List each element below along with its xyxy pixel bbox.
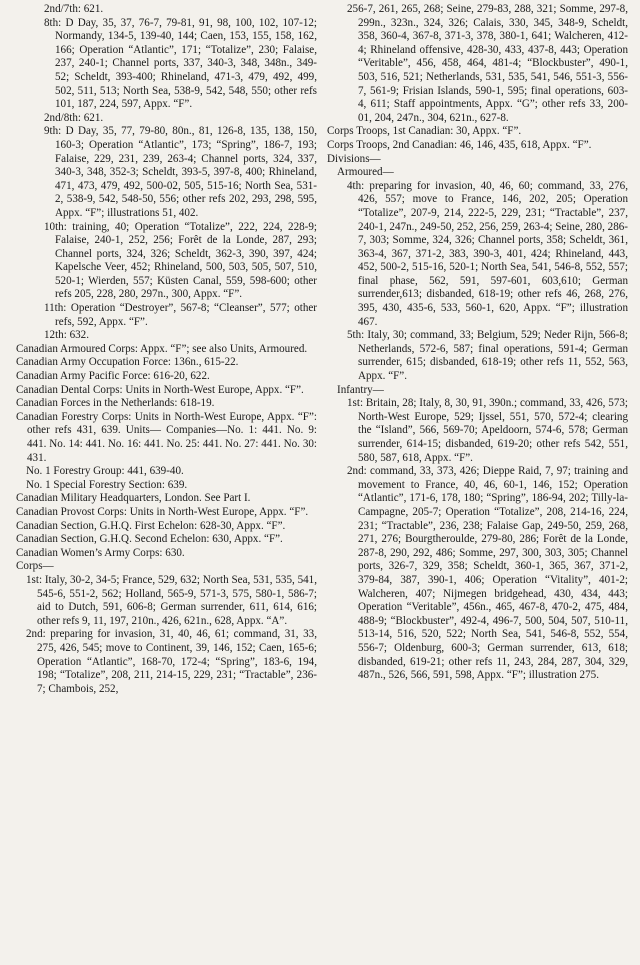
index-entry: 2nd: preparing for invasion, 31, 40, 46, 61; command, 31, 33, 275, 426, 545; move to Continent, 39, 146, 152; Caen, 165-6; Operation “Atlantic”, 168-70, 172-4; “Spring”, 183-6, 194, 198; “Totalize”, 208, 211, 214-15, 229, 231; “Tractable”, 236-7; Chambois, 252,	[26, 628, 317, 695]
index-subheading: Armoured—	[337, 166, 394, 179]
index-entry: 256-7, 261, 265, 268; Seine, 279-83, 288, 321; Somme, 297-8, 299n., 323n., 324, 326; Calais, 330, 345, 348-9, Scheldt, 358, 360-4, 367-8, 371-3, 378, 380-1, 641; Walcheren, 412-4; Rhineland offensive, 428-30, 433, 437-8, 443; Operation “Veritable”, 456, 458, 464, 481-4; “Blockbuster”, 490-1, 503, 516, 521; Netherlands, 531, 535, 541, 546, 551-3, 556-7, 561-9; Frisian Islands, 590-1, 595; final operations, 603-4, 611; Staff appointments, Appx. “G”; other refs 33, 200-01, 204, 247n., 304, 621n., 627-8.	[347, 3, 628, 124]
index-entry: 2nd/8th: 621.	[44, 111, 104, 124]
index-entry: 8th: D Day, 35, 37, 76-7, 79-81, 91, 98, 100, 102, 107-12; Normandy, 134-5, 139-40, 144; Caen, 153, 155, 158, 162, 166; Operation “Atlantic”, 171; “Totalize”, 230; Falaise, 237, 240-1; Channel ports, 337, 340-3, 348, 348n., 349-52; Scheldt, 393-400; Rhineland, 471-3, 479, 492, 499, 502, 511, 513; North Sea, 538-9, 542, 548, 550; other refs 101, 187, 224, 597, Appx. “F”.	[44, 16, 317, 111]
index-entry: Corps Troops, 2nd Canadian: 46, 146, 435, 618, Appx. “F”.	[327, 138, 592, 151]
index-entry: Canadian Armoured Corps: Appx. “F”; see also Units, Armoured.	[16, 342, 308, 355]
index-entry: No. 1 Special Forestry Section: 639.	[26, 478, 188, 491]
index-entry: Canadian Army Pacific Force: 616-20, 622.	[16, 370, 210, 383]
index-entry: 5th: Italy, 30; command, 33; Belgium, 529; Neder Rijn, 566-8; Netherlands, 572-6, 587; final operations, 591-4; German surrender, 615; disbanded, 618-19; other refs 11, 552, 563, Appx. “F”.	[347, 329, 628, 383]
index-entry: 4th: preparing for invasion, 40, 46, 60; command, 33, 276, 426, 557; move to France, 146, 202, 205; Operation “Totalize”, 207-9, 214, 222-5, 229, 231; “Tractable”, 237, 240-1, 247n., 249-50, 252, 256, 259, 263-4; Seine, 280, 286-7, 303; Somme, 324, 326; Channel ports, 358; Scheldt, 361, 363-4, 367, 371-2, 383, 390-3, 401, 424; Rhineland, 443, 452, 500-2, 515-16, 520-1; North Sea, 541, 546-8, 552, 557; final phase, 562, 591, 597-601, 603,610; German surrender,613; disbanded, 618-19; other refs 46, 268, 276, 395, 430, 435-6, 533, 560-1, 620, Appx. “F”; illustration 467.	[347, 179, 628, 328]
index-column-right	[327, 3, 628, 965]
index-entry: Canadian Forestry Corps: Units in North-West Europe, Appx. “F”: other refs 431, 639. Units— Companies—No. 1: 441. No. 9: 441. No. 14: 441. No. 16: 441. No. 25: 441. No. 27: 441. No. 30: 431.	[16, 410, 317, 464]
index-entry: Canadian Army Occupation Force: 136n., 615-22.	[16, 356, 239, 369]
index-entry: No. 1 Forestry Group: 441, 639-40.	[26, 465, 184, 478]
index-entry: Canadian Women’s Army Corps: 630.	[16, 546, 185, 559]
index-entry: 12th: 632.	[44, 329, 89, 342]
index-entry: 2nd/7th: 621.	[44, 3, 104, 15]
index-entry: 11th: Operation “Destroyer”, 567-8; “Cleanser”, 577; other refs, 592, Appx. “F”.	[44, 302, 317, 328]
index-entry: 1st: Italy, 30-2, 34-5; France, 529, 632; North Sea, 531, 535, 541, 545-6, 551-2, 562; Holland, 565-9, 571-3, 575, 580-1, 586-7; aid to Dutch, 591, 606-8; German surrender, 611, 614, 616; other refs 9, 11, 197, 210n., 426, 621n., 628, Appx. “A”.	[26, 573, 317, 627]
index-entry: Canadian Dental Corps: Units in North-West Europe, Appx. “F”.	[16, 383, 304, 396]
index-entry: 9th: D Day, 35, 77, 79-80, 80n., 81, 126-8, 135, 138, 150, 160-3; Operation “Atlantic”, 173; “Spring”, 186-7, 193; Falaise, 229, 231, 239, 263-4; Channel ports, 324, 337, 340-3, 348, 352-3; Scheldt, 393-5, 397-8, 400; Rhineland, 471, 473, 479, 492, 500-02, 505, 515-16; North Sea, 531-2, 538-9, 542, 548-50, 556; other refs 202, 293, 298, 595, Appx. “F”; illustrations 51, 402.	[44, 125, 317, 219]
index-entry: Canadian Provost Corps: Units in North-West Europe, Appx. “F”.	[16, 505, 309, 518]
index-entry: Canadian Military Headquarters, London. See Part I.	[16, 492, 251, 505]
index-heading: Corps—	[16, 560, 54, 573]
index-entry: Canadian Section, G.H.Q. First Echelon: 628-30, Appx. “F”.	[16, 519, 286, 532]
index-heading: Divisions—	[327, 152, 381, 165]
index-entry: Corps Troops, 1st Canadian: 30, Appx. “F”.	[327, 125, 522, 138]
index-entry: 1st: Britain, 28; Italy, 8, 30, 91, 390n.; command, 33, 426, 573; North-West Europe, 529; Ijssel, 551, 570, 572-4; clearing the “Island”, 566, 569-70; Apeldoorn, 574-6, 578; German surrender, 614-15; disbanded, 619-20; other refs 542, 551, 580, 587, 618, Appx. “F”.	[347, 397, 628, 464]
index-entry: Canadian Forces in the Netherlands: 618-19.	[16, 397, 215, 410]
index-entry: 10th: training, 40; Operation “Totalize”, 222, 224, 228-9; Falaise, 240-1, 252, 256; Forêt de la Londe, 287, 293; Channel ports, 324, 326; Scheldt, 362-3, 390, 397, 424; Kapelsche Veer, 452; Rhineland, 500, 503, 505, 507, 510, 520-1; Wierden, 557; Küsten Canal, 559, 598-600; other refs 205, 228, 280, 297n., 300, Appx. “F”.	[44, 220, 317, 301]
index-subheading: Infantry—	[337, 383, 384, 396]
index-column-left	[16, 3, 317, 965]
index-entry: Canadian Section, G.H.Q. Second Echelon: 630, Appx. “F”.	[16, 533, 283, 546]
index-entry: 2nd: command, 33, 373, 426; Dieppe Raid, 7, 97; training and movement to France, 40, 46, 60-1, 146, 152; Operation “Atlantic”, 171-6, 178, 180; “Spring”, 186-94, 202; Tilly-la-Campagne, 205-7; Operation “Totalize”, 208, 214-16, 224, 231; “Tractable”, 236, 238; Falaise Gap, 249-50, 259, 268, 271, 276; Bourgtheroulde, 279-80, 286; Forêt de la Londe, 287-8, 290, 292, 486; Somme, 297, 300, 303, 305; Channel ports, 326-7, 329, 358; Scheldt, 360-1, 365, 367, 371-2, 379-84, 387, 390-1, 406; Operation “Vitality”, 401-2; Walcheren, 407; Nijmegen bridgehead, 430, 434, 443; Operation “Veritable”, 456n., 465, 467-8, 470-2, 475, 484, 488-9; “Blockbuster”, 492-4, 496-7, 500, 504, 507, 510-11, 513-14, 516, 520, 522; North Sea, 541, 546-8, 552, 554, 556-7; Oldenburg, 600-3; German surrender, 613, 618; disbanded, 619-21; other refs 11, 243, 284, 287, 304, 329, 487n., 526, 566, 591, 598, Appx. “F”; illustration 275.	[347, 465, 628, 682]
